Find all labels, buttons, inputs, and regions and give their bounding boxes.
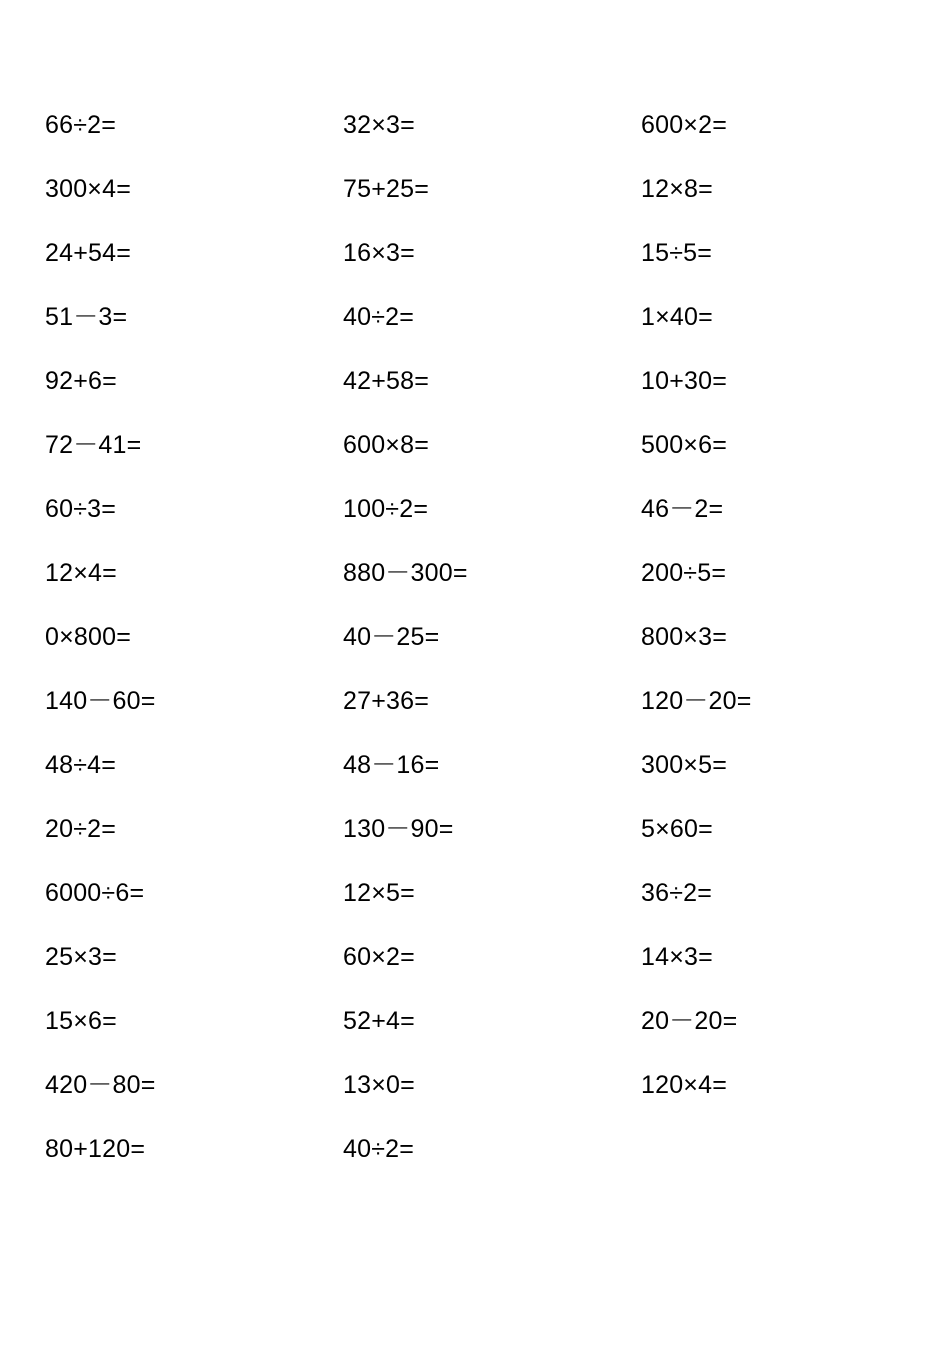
math-problem: 120×4= <box>641 1071 728 1099</box>
math-problem: 130－90= <box>343 815 454 843</box>
math-problem: 27+36= <box>343 687 430 715</box>
math-problem: 20÷2= <box>45 815 117 843</box>
math-problem: 300×4= <box>45 175 132 203</box>
math-problem: 20－20= <box>641 1007 738 1035</box>
math-problem: 12×8= <box>641 175 713 203</box>
math-problem: 14×3= <box>641 943 713 971</box>
math-problem: 120－20= <box>641 687 752 715</box>
math-problem: 60×2= <box>343 943 415 971</box>
math-problem: 15×6= <box>45 1007 117 1035</box>
math-problem: 600×2= <box>641 111 728 139</box>
math-problem: 75+25= <box>343 175 430 203</box>
math-problem: 48÷4= <box>45 751 117 779</box>
math-problem: 40－25= <box>343 623 440 651</box>
math-problem: 13×0= <box>343 1071 415 1099</box>
math-problem: 92+6= <box>45 367 117 395</box>
math-problem: 200÷5= <box>641 559 727 587</box>
math-problem: 60÷3= <box>45 495 117 523</box>
math-problem: 66÷2= <box>45 111 117 139</box>
math-problem: 51－3= <box>45 303 128 331</box>
math-problem: 40÷2= <box>343 1135 415 1163</box>
math-problem: 420－80= <box>45 1071 156 1099</box>
math-problem: 52+4= <box>343 1007 415 1035</box>
math-problem: 800×3= <box>641 623 728 651</box>
math-problem: 36÷2= <box>641 879 713 907</box>
math-problem: 42+58= <box>343 367 430 395</box>
math-problem: 32×3= <box>343 111 415 139</box>
math-problem: 48－16= <box>343 751 440 779</box>
math-problem: 72－41= <box>45 431 142 459</box>
math-problem: 15÷5= <box>641 239 713 267</box>
math-problem: 6000÷6= <box>45 879 145 907</box>
math-problem: 40÷2= <box>343 303 415 331</box>
math-problem: 46－2= <box>641 495 724 523</box>
math-problem: 80+120= <box>45 1135 146 1163</box>
math-problem: 600×8= <box>343 431 430 459</box>
math-problem: 12×5= <box>343 879 415 907</box>
problem-column-2 <box>343 106 468 1194</box>
math-problem: 12×4= <box>45 559 117 587</box>
math-problem: 880－300= <box>343 559 468 587</box>
math-problem: 25×3= <box>45 943 117 971</box>
math-problem: 10+30= <box>641 367 728 395</box>
math-problem: 5×60= <box>641 815 713 843</box>
math-problem: 300×5= <box>641 751 728 779</box>
math-problem: 1×40= <box>641 303 713 331</box>
math-problem: 16×3= <box>343 239 415 267</box>
problem-column-3 <box>641 106 752 1130</box>
problem-column-1 <box>45 106 156 1194</box>
math-problem: 100÷2= <box>343 495 429 523</box>
math-problem: 500×6= <box>641 431 728 459</box>
math-problem: 0×800= <box>45 623 132 651</box>
math-problem: 140－60= <box>45 687 156 715</box>
math-problem: 24+54= <box>45 239 132 267</box>
